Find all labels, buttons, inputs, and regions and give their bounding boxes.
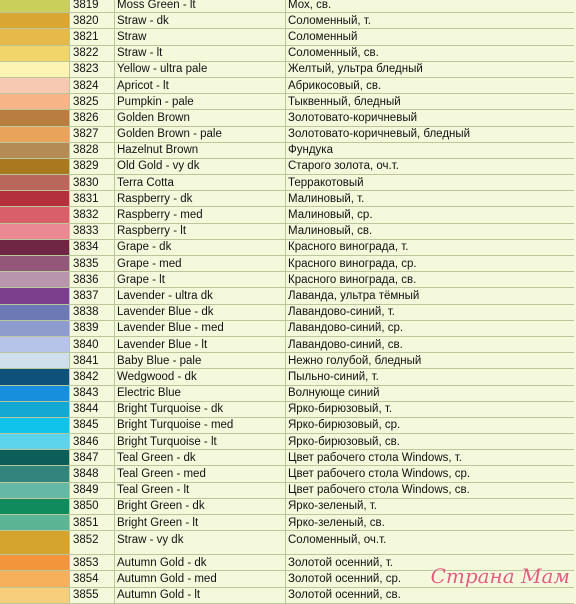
table-row [0,288,576,304]
color-name-ru: Ярко-бирюзовый, св. [286,434,574,450]
color-name-en: Yellow - ultra pale [115,62,286,78]
color-swatch [0,191,70,207]
color-name-en: Bright Green - lt [115,515,286,531]
color-swatch [0,94,70,110]
color-swatch [0,434,70,450]
color-code: 3838 [70,305,115,321]
color-code: 3850 [70,499,115,515]
color-name-en: Lavender Blue - med [115,321,286,337]
color-swatch [0,515,70,531]
color-name-ru: Красного винограда, ср. [286,256,574,272]
color-code: 3829 [70,159,115,175]
color-name-en: Old Gold - vy dk [115,159,286,175]
color-name-en: Raspberry - med [115,207,286,223]
color-swatch [0,13,70,29]
table-row [0,515,576,531]
color-swatch [0,224,70,240]
color-name-en: Baby Blue - pale [115,353,286,369]
color-name-ru: Цвет рабочего стола Windows, ср. [286,466,574,482]
color-name-ru: Красного винограда, т. [286,240,574,256]
color-name-en: Lavender - ultra dk [115,288,286,304]
color-name-en: Bright Turquoise - med [115,418,286,434]
color-swatch [0,175,70,191]
color-name-ru: Ярко-зеленый, св. [286,515,574,531]
color-swatch [0,110,70,126]
table-row [0,110,576,126]
table-row [0,272,576,288]
color-name-en: Autumn Gold - med [115,571,286,587]
color-name-en: Teal Green - lt [115,483,286,499]
color-swatch [0,159,70,175]
color-name-ru: Золотой осенний, т. [286,555,574,571]
table-row [0,256,576,272]
table-row [0,240,576,256]
table-row [0,29,576,45]
color-swatch [0,571,70,587]
color-name-en: Raspberry - lt [115,224,286,240]
color-code: 3846 [70,434,115,450]
color-name-ru: Золотой осенний, ср. [286,571,574,587]
table-row [0,466,576,482]
color-swatch [0,256,70,272]
color-name-ru: Золотовато-коричневый, бледный [286,127,574,143]
color-name-ru: Терракотовый [286,175,574,191]
color-code: 3820 [70,13,115,29]
table-row [0,369,576,385]
table-row [0,13,576,29]
table-row [0,46,576,62]
color-swatch [0,337,70,353]
color-name-en: Teal Green - dk [115,450,286,466]
color-name-en: Lavender Blue - dk [115,305,286,321]
color-swatch [0,402,70,418]
color-name-en: Hazelnut Brown [115,143,286,159]
color-code: 3855 [70,588,115,604]
table-row [0,353,576,369]
table-row [0,402,576,418]
table-row [0,483,576,499]
color-name-en: Raspberry - dk [115,191,286,207]
color-swatch [0,386,70,402]
color-swatch [0,483,70,499]
color-code: 3828 [70,143,115,159]
color-swatch [0,499,70,515]
color-name-ru: Соломенный, оч.т. [286,531,574,555]
table-row [0,386,576,402]
color-swatch [0,272,70,288]
table-row [0,418,576,434]
table-row [0,531,576,555]
color-name-en: Wedgwood - dk [115,369,286,385]
watermark-text: Страна Мам [430,564,570,588]
color-code: 3824 [70,78,115,94]
color-code: 3852 [70,531,115,555]
color-code: 3836 [70,272,115,288]
color-swatch [0,143,70,159]
color-swatch [0,288,70,304]
color-name-en: Bright Green - dk [115,499,286,515]
color-code: 3830 [70,175,115,191]
color-code: 3822 [70,46,115,62]
color-name-en: Terra Cotta [115,175,286,191]
table-row [0,0,576,13]
color-name-en: Pumpkin - pale [115,94,286,110]
table-row [0,224,576,240]
color-swatch [0,369,70,385]
color-code: 3854 [70,571,115,587]
color-code: 3826 [70,110,115,126]
color-swatch [0,46,70,62]
color-name-ru: Нежно голубой, бледный [286,353,574,369]
color-code: 3845 [70,418,115,434]
color-name-ru: Малиновый, ср. [286,207,574,223]
watermark-logo [431,564,570,588]
table-row [0,337,576,353]
color-swatch [0,305,70,321]
table-row [0,305,576,321]
color-name-ru: Ярко-бирюзовый, т. [286,402,574,418]
color-code: 3832 [70,207,115,223]
color-swatch [0,62,70,78]
table-row [0,321,576,337]
table-row [0,127,576,143]
table-row [0,499,576,515]
color-code: 3849 [70,483,115,499]
color-swatch [0,531,70,555]
color-swatch [0,450,70,466]
table-row [0,94,576,110]
color-code: 3841 [70,353,115,369]
color-name-en: Straw [115,29,286,45]
color-swatch [0,418,70,434]
color-name-ru: Лавандово-синий, т. [286,305,574,321]
color-name-ru: Пыльно-синий, т. [286,369,574,385]
color-name-ru: Цвет рабочего стола Windows, т. [286,450,574,466]
color-name-ru: Малиновый, т. [286,191,574,207]
color-name-ru: Золотой осенний, св. [286,588,574,604]
color-name-en: Electric Blue [115,386,286,402]
color-name-ru: Соломенный, св. [286,46,574,62]
color-name-ru: Лаванда, ультра тёмный [286,288,574,304]
color-code: 3819 [70,0,115,13]
color-name-ru: Старого золота, оч.т. [286,159,574,175]
color-name-en: Autumn Gold - dk [115,555,286,571]
color-code: 3823 [70,62,115,78]
color-code: 3833 [70,224,115,240]
color-swatch [0,78,70,94]
color-name-ru: Лавандово-синий, св. [286,337,574,353]
color-name-en: Grape - dk [115,240,286,256]
color-swatch [0,29,70,45]
color-code: 3834 [70,240,115,256]
color-swatch [0,588,70,604]
color-name-ru: Соломенный [286,29,574,45]
color-code: 3840 [70,337,115,353]
table-row [0,143,576,159]
color-swatch [0,353,70,369]
color-name-ru: Красного винограда, св. [286,272,574,288]
color-name-ru: Цвет рабочего стола Windows, св. [286,483,574,499]
color-name-en: Golden Brown [115,110,286,126]
table-row [0,62,576,78]
color-code: 3835 [70,256,115,272]
color-name-ru: Фундука [286,143,574,159]
color-name-en: Straw - lt [115,46,286,62]
color-swatch [0,555,70,571]
color-name-en: Teal Green - med [115,466,286,482]
color-name-ru: Лавандово-синий, ср. [286,321,574,337]
color-name-ru: Малиновый, св. [286,224,574,240]
color-name-en: Straw - dk [115,13,286,29]
color-name-en: Apricot - lt [115,78,286,94]
color-name-en: Bright Turquoise - lt [115,434,286,450]
color-code: 3847 [70,450,115,466]
color-code: 3842 [70,369,115,385]
color-name-ru: Желтый, ультра бледный [286,62,574,78]
color-code: 3827 [70,127,115,143]
table-row [0,434,576,450]
table-row [0,159,576,175]
color-name-en: Golden Brown - pale [115,127,286,143]
color-code: 3853 [70,555,115,571]
color-name-ru: Золотовато-коричневый [286,110,574,126]
color-code: 3848 [70,466,115,482]
color-swatch [0,0,70,13]
table-row [0,450,576,466]
color-name-ru: Тыквенный, бледный [286,94,574,110]
color-swatch [0,127,70,143]
color-code: 3844 [70,402,115,418]
table-row [0,191,576,207]
color-swatch [0,466,70,482]
color-name-ru: Волнующе синий [286,386,574,402]
table-row [0,175,576,191]
color-code: 3837 [70,288,115,304]
color-name-ru: Ярко-бирюзовый, ср. [286,418,574,434]
table-row [0,588,576,604]
color-name-ru: Абрикосовый, св. [286,78,574,94]
color-code: 3843 [70,386,115,402]
color-swatch [0,321,70,337]
color-code: 3831 [70,191,115,207]
color-code: 3851 [70,515,115,531]
color-name-en: Grape - med [115,256,286,272]
color-name-en: Grape - lt [115,272,286,288]
color-name-en: Autumn Gold - lt [115,588,286,604]
color-name-ru: Соломенный, т. [286,13,574,29]
color-name-en: Lavender Blue - lt [115,337,286,353]
table-row [0,78,576,94]
color-code: 3839 [70,321,115,337]
color-name-en: Bright Turquoise - dk [115,402,286,418]
color-code: 3821 [70,29,115,45]
color-code: 3825 [70,94,115,110]
color-swatch [0,207,70,223]
color-name-ru: Мох, св. [286,0,574,13]
table-row [0,207,576,223]
color-name-ru: Ярко-зеленый, т. [286,499,574,515]
color-name-en: Straw - vy dk [115,531,286,555]
color-swatch [0,240,70,256]
color-name-en: Moss Green - lt [115,0,286,13]
